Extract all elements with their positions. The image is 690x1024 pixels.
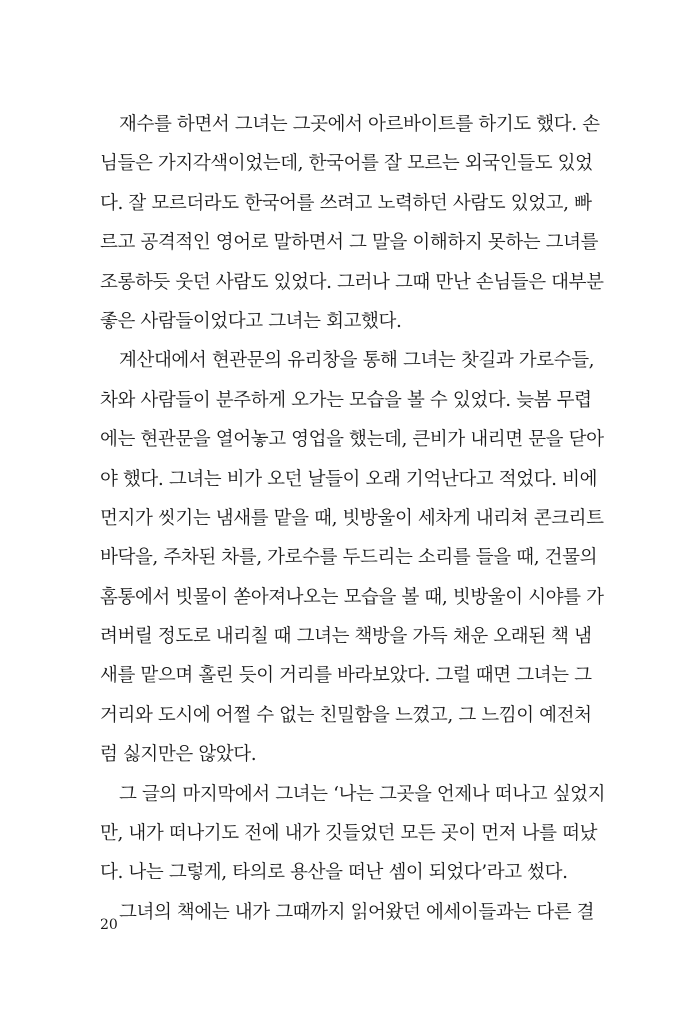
paragraph (100, 105, 604, 341)
text-line: 다. 나는 그렇게, 타의로 용산을 떠난 셈이 되었다’라고 썼다. (100, 862, 568, 884)
text-line: 재수를 하면서 그녀는 그곳에서 아르바이트를 하기도 했다. 손 (119, 114, 600, 135)
paragraph (100, 341, 604, 774)
text-line: 새를 맡으며 홀린 듯이 거리를 바라보았다. 그럴 때면 그녀는 그 (100, 665, 592, 687)
body-text (100, 105, 606, 932)
text-line: 야 했다. 그녀는 비가 오던 날들이 오래 기억난다고 적었다. 비에 (100, 468, 598, 490)
text-line: 차와 사람들이 분주하게 오가는 모습을 볼 수 있었다. 늦봄 무렵 (100, 389, 592, 411)
text-line: 좋은 사람들이었다고 그녀는 회고했다. (100, 310, 402, 332)
text-line: 조롱하듯 웃던 사람도 있었다. 그러나 그때 만난 손님들은 대부분 (100, 271, 604, 293)
text-line: 홈통에서 빗물이 쏟아져나오는 모습을 볼 때, 빗방울이 시야를 가 (100, 586, 604, 608)
text-line: 르고 공격적인 영어로 말하면서 그 말을 이해하지 못하는 그녀를 (100, 232, 599, 254)
page-number: 20 (100, 917, 118, 933)
text-line: 에는 현관문을 열어놓고 영업을 했는데, 큰비가 내리면 문을 닫아 (100, 429, 604, 451)
text-line: 그 글의 마지막에서 그녀는 ‘나는 그곳을 언제나 떠나고 싶었지 (119, 783, 606, 805)
text-line: 만, 내가 떠나기도 전에 내가 깃들었던 모든 곳이 먼저 나를 떠났 (100, 823, 598, 845)
text-line: 그녀의 책에는 내가 그때까지 읽어왔던 에세이들과는 다른 결 (119, 901, 595, 923)
paragraph (100, 893, 595, 932)
text-line: 님들은 가지각색이었는데, 한국어를 잘 모르는 외국인들도 있었 (100, 153, 593, 175)
text-line: 거리와 도시에 어쩔 수 없는 친밀함을 느꼈고, 그 느낌이 예전처 (100, 704, 592, 726)
text-line: 다. 잘 모르더라도 한국어를 쓰려고 노력하던 사람도 있었고, 빠 (100, 192, 592, 214)
text-line: 바닥을, 주차된 차를, 가로수를 두드리는 소리를 들을 때, 건물의 (100, 547, 598, 569)
text-line: 계산대에서 현관문의 유리창을 통해 그녀는 찻길과 가로수들, (119, 350, 595, 372)
paragraph (100, 775, 606, 893)
text-line: 려버릴 정도로 내리칠 때 그녀는 책방을 가득 채운 오래된 책 냄 (100, 626, 592, 648)
text-line: 먼지가 씻기는 냄새를 맡을 때, 빗방울이 세차게 내리쳐 콘크리트 (100, 507, 604, 529)
text-line: 럼 싫지만은 않았다. (100, 744, 257, 766)
